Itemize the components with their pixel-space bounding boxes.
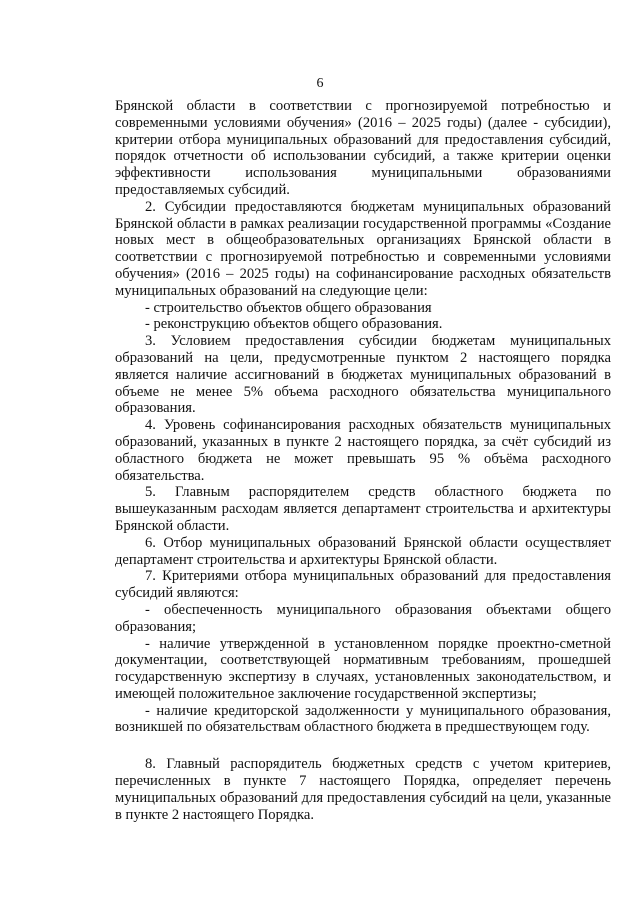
list-item-debt: - наличие кредиторской задолженности у муниципального образования, возникшей по обязательствам областного бюджета в предшествующем году. bbox=[115, 702, 611, 736]
document-body bbox=[115, 98, 611, 823]
paragraph-intro-continuation: Брянской области в соответствии с прогнозируемой потребностью и современными условиями обучения» (2016 – 2025 годы) (далее - субсидии), критерии отбора муниципальных образований для предоставления субсидий, порядок отчетности об использовании субсидий, а также критерии оценки эффективности использования муниципальными образованиями предоставляемых субсидий. bbox=[115, 98, 611, 198]
paragraph-item-4: 4. Уровень софинансирования расходных обязательств муниципальных образований, указанных в пункте 2 настоящего порядка, за счёт субсидий из областного бюджета не может превышать 95 % объёма расходного обязательства. bbox=[115, 417, 611, 484]
page-number: 6 bbox=[316, 76, 324, 91]
list-item-construction: - строительство объектов общего образования bbox=[145, 299, 432, 316]
list-item-documentation: - наличие утвержденной в установленном порядке проектно-сметной документации, соответствующей нормативным требованиям, прошедшей государственную экспертизу в случаях, установленных законодательством, и имеющей положительное заключение государственной экспертизы; bbox=[115, 635, 611, 702]
paragraph-item-2: 2. Субсидии предоставляются бюджетам муниципальных образований Брянской области в рамках реализации государственной программы «Создание новых мест в общеобразовательных организациях Брянской области в соответствии с прогнозируемой потребностью и современными условиями обучения» (2016 – 2025 годы) на софинансирование расходных обязательств муниципальных образований на следующие цели: bbox=[115, 198, 611, 299]
list-item-reconstruction: - реконструкцию объектов общего образования. bbox=[145, 316, 443, 333]
list-item-provision: - обеспеченность муниципального образования объектами общего образования; bbox=[115, 601, 611, 635]
paragraph-item-6: 6. Отбор муниципальных образований Брянской области осуществляет департамент строительства и архитектуры Брянской области. bbox=[115, 534, 611, 568]
paragraph-item-5: 5. Главным распорядителем средств областного бюджета по вышеуказанным расходам является департамент строительства и архитектуры Брянской области. bbox=[115, 484, 611, 534]
paragraph-item-8: 8. Главный распорядитель бюджетных средств с учетом критериев, перечисленных в пункте 7 настоящего Порядка, определяет перечень муниципальных образований для предоставления субсидий на цели, указанные в пункте 2 настоящего Порядка. bbox=[115, 756, 611, 823]
paragraph-item-3: 3. Условием предоставления субсидии бюджетам муниципальных образований на цели, предусмотренные пунктом 2 настоящего порядка является наличие ассигнований в бюджетах муниципальных образований в объеме не менее 5% объема расходного обязательства муниципального образования. bbox=[115, 333, 611, 417]
paragraph-item-7: 7. Критериями отбора муниципальных образований для предоставления субсидий являются: bbox=[115, 568, 611, 602]
